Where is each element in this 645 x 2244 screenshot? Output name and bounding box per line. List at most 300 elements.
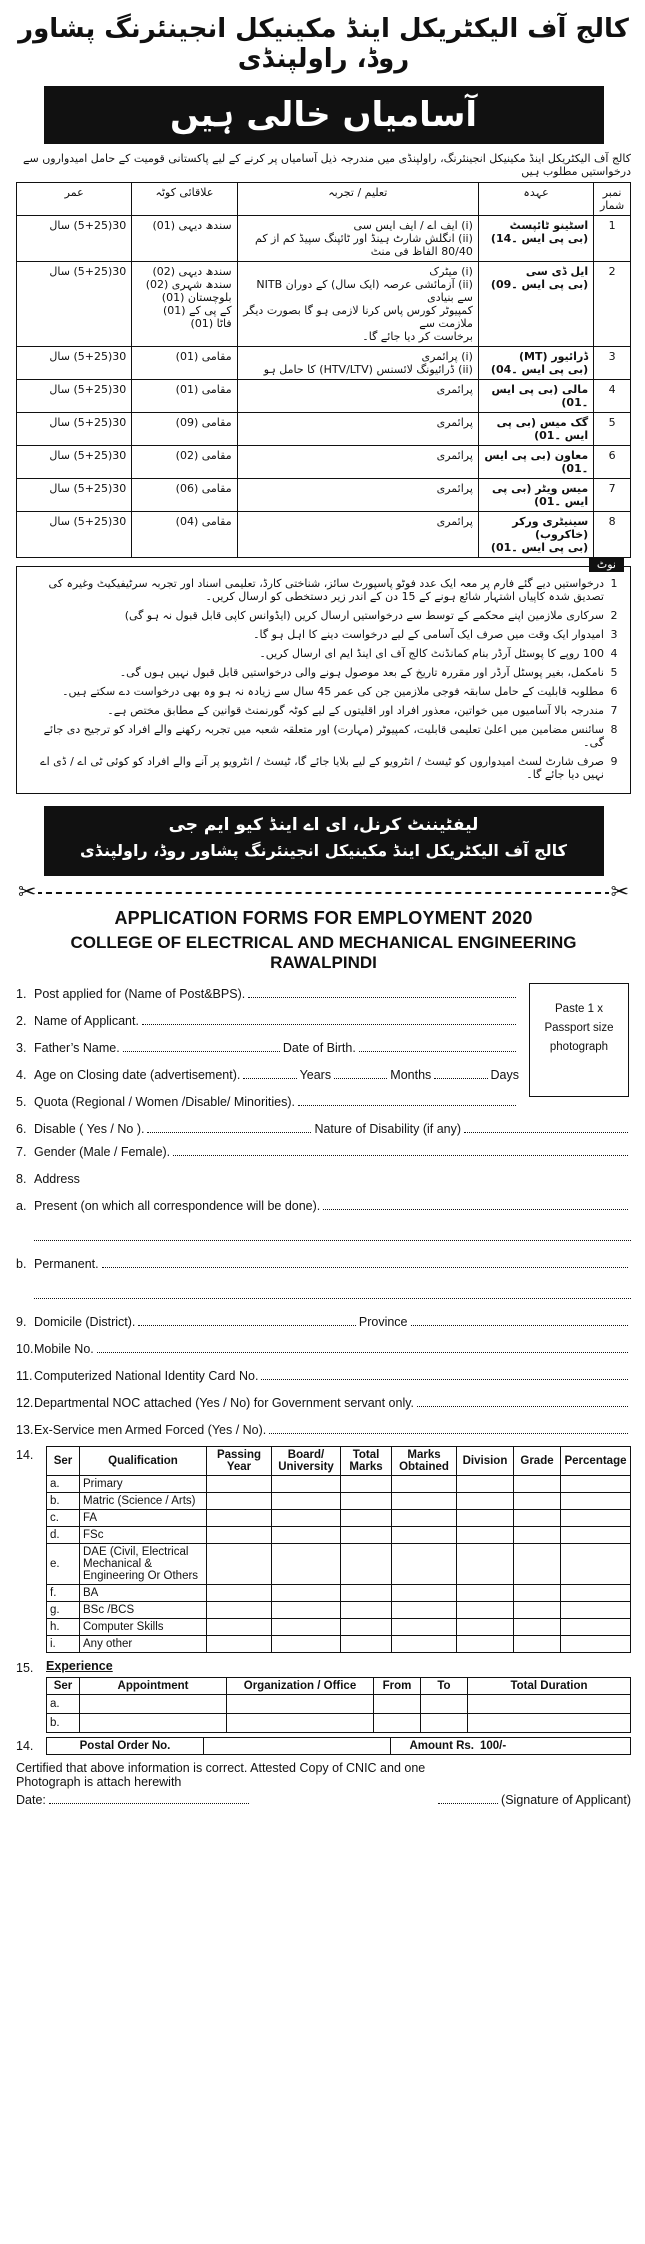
field-label: Permanent. xyxy=(34,1257,99,1271)
post-education xyxy=(237,413,478,446)
post-serial: 6 xyxy=(594,446,631,479)
qualification-name: FSc xyxy=(80,1527,207,1544)
post-row xyxy=(17,262,631,347)
experience-row xyxy=(47,1695,631,1714)
qualification-cell-input[interactable] xyxy=(341,1602,392,1619)
field-number: 13. xyxy=(16,1423,34,1437)
col-header: Organization / Office xyxy=(227,1678,374,1695)
qualification-cell-input[interactable] xyxy=(207,1493,272,1510)
post-quota xyxy=(132,262,237,347)
post-row xyxy=(17,216,631,262)
qualification-cell-input[interactable] xyxy=(207,1510,272,1527)
qualification-cell-input[interactable] xyxy=(514,1585,561,1602)
qualification-cell-input[interactable] xyxy=(392,1527,457,1544)
advertisement-page xyxy=(16,8,631,1807)
form-subtitle: COLLEGE OF ELECTRICAL AND MECHANICAL ENGINEERING RAWALPINDI xyxy=(70,933,577,972)
qualification-ser: f. xyxy=(47,1585,80,1602)
qualification-cell-input[interactable] xyxy=(457,1544,514,1585)
field-number: 1. xyxy=(16,987,27,1001)
permanent-address-line-2[interactable] xyxy=(34,1280,631,1299)
qualification-ser: g. xyxy=(47,1602,80,1619)
field-label: Province xyxy=(358,1315,408,1329)
qualification-cell-input[interactable] xyxy=(514,1619,561,1636)
field-number: 2. xyxy=(16,1014,27,1028)
qualification-cell-input[interactable] xyxy=(207,1602,272,1619)
post-row xyxy=(17,479,631,512)
posts-table-header xyxy=(17,183,631,216)
dob-input[interactable] xyxy=(359,1050,516,1052)
qualification-cell-input[interactable] xyxy=(392,1636,457,1653)
quota-line: بلوچستان (01) xyxy=(161,291,232,304)
field-disability xyxy=(16,1118,631,1136)
signoff-college: کالج آف الیکٹریکل اینڈ مکینیکل انجینئرنگ پشاور روڈ، راولپنڈی xyxy=(80,841,567,860)
qualification-cell-input[interactable] xyxy=(341,1544,392,1585)
scissors-icon: ✂ xyxy=(18,880,37,905)
post-education xyxy=(237,446,478,479)
post-grade: (بی پی ایس ۔04) xyxy=(490,363,589,376)
field-ex-service xyxy=(16,1419,631,1437)
post-name: اسٹینو ٹائپسٹ xyxy=(509,219,589,232)
education-line: (i) میٹرک xyxy=(429,265,473,278)
qualification-cell-input[interactable] xyxy=(561,1544,631,1585)
ex-service-input[interactable] xyxy=(269,1432,628,1434)
qualification-cell-input[interactable] xyxy=(207,1476,272,1493)
post-education xyxy=(237,479,478,512)
permanent-address-input[interactable] xyxy=(102,1266,628,1268)
qualification-body xyxy=(47,1476,631,1653)
experience-cell-input[interactable] xyxy=(468,1714,631,1733)
field-label: Gender (Male / Female). xyxy=(34,1145,171,1159)
qualification-cell-input[interactable] xyxy=(272,1493,341,1510)
col-header: Percentage xyxy=(561,1447,631,1476)
experience-table xyxy=(46,1677,631,1733)
col-header: To xyxy=(421,1678,468,1695)
post-quota xyxy=(132,413,237,446)
note-item xyxy=(23,755,624,781)
header-education: تعلیم / تجربہ xyxy=(237,183,478,216)
age-days-input[interactable] xyxy=(434,1077,487,1079)
qualification-row xyxy=(47,1585,631,1602)
present-address-input[interactable] xyxy=(323,1208,628,1210)
experience-cell-input[interactable] xyxy=(227,1714,374,1733)
present-address-line-2[interactable] xyxy=(34,1222,631,1241)
experience-ser: a. xyxy=(47,1695,80,1714)
post-row xyxy=(17,413,631,446)
photo-box-line: Paste 1 x xyxy=(555,1003,603,1015)
qualification-cell-input[interactable] xyxy=(561,1527,631,1544)
post-age: 30(5+25) سال xyxy=(17,446,132,479)
experience-header xyxy=(47,1678,631,1695)
post-name: ڈرائیور (MT) xyxy=(518,350,589,363)
intro-text: کالج آف الیکٹریکل اینڈ مکینیکل انجینئرنگ، راولپنڈی میں مندرجہ ذیل آسامیاں پر کرنے کے لیے پاکستانی قومیت کے حامل امیدواروں سے درخواستیں مطلوب ہیں xyxy=(23,152,631,178)
col-header: Marks Obtained xyxy=(392,1447,457,1476)
signature-input[interactable] xyxy=(438,1802,498,1804)
postal-order-table xyxy=(46,1737,631,1755)
notes-tag: نوٹ xyxy=(589,557,624,572)
qualification-cell-input[interactable] xyxy=(514,1602,561,1619)
post-age: 30(5+25) سال xyxy=(17,413,132,446)
post-age: 30(5+25) سال xyxy=(17,262,132,347)
col-header: Qualification xyxy=(80,1447,207,1476)
field-father-dob xyxy=(16,1037,519,1055)
signoff-block xyxy=(44,806,604,876)
field-number: 11. xyxy=(16,1369,33,1383)
header-serial: نمبر شمار xyxy=(594,183,631,216)
quota-line: کے پی کے (01) xyxy=(162,304,232,317)
field-cnic xyxy=(16,1365,631,1383)
applicant-name-input[interactable] xyxy=(142,1023,516,1025)
qualification-cell-input[interactable] xyxy=(272,1602,341,1619)
field-number: 4. xyxy=(16,1068,27,1082)
post-serial: 8 xyxy=(594,512,631,558)
field-label: Date of Birth. xyxy=(282,1041,356,1055)
field-label: Computerized National Identity Card No. xyxy=(34,1369,259,1383)
qualification-cell-input[interactable] xyxy=(392,1602,457,1619)
qualification-name: DAE (Civil, Electrical Mechanical & Engineering Or Others xyxy=(80,1544,207,1585)
experience-label: Experience xyxy=(46,1659,113,1673)
post-quota xyxy=(132,512,237,558)
post-serial: 4 xyxy=(594,380,631,413)
domicile-input[interactable] xyxy=(138,1324,355,1326)
qualification-cell-input[interactable] xyxy=(561,1636,631,1653)
experience-row xyxy=(47,1714,631,1733)
post-quota xyxy=(132,216,237,262)
qualification-section xyxy=(16,1446,631,1653)
post-serial: 5 xyxy=(594,413,631,446)
experience-cell-input[interactable] xyxy=(421,1714,468,1733)
header-age: عمر xyxy=(17,183,132,216)
education-line: (ii) آزمائشی عرصہ (ایک سال) کے دوران NITB سے بنیادی xyxy=(256,278,473,304)
qualification-cell-input[interactable] xyxy=(561,1602,631,1619)
field-label: Domicile (District). xyxy=(34,1315,136,1329)
qualification-cell-input[interactable] xyxy=(457,1585,514,1602)
qualification-ser: e. xyxy=(47,1544,80,1585)
note-text: نامکمل، بغیر پوسٹل آرڈر اور مقررہ تاریخ کے بعد موصول ہونے والی درخواستیں قابل قبول نہیں ہوں گی۔ xyxy=(119,666,604,679)
qualification-name: Computer Skills xyxy=(80,1619,207,1636)
field-address xyxy=(16,1168,631,1186)
note-item xyxy=(23,647,624,660)
post-grade: (بی پی ایس ۔14) xyxy=(490,232,589,245)
post-age: 30(5+25) سال xyxy=(17,347,132,380)
qualification-cell-input[interactable] xyxy=(207,1619,272,1636)
qualification-cell-input[interactable] xyxy=(457,1510,514,1527)
qualification-row xyxy=(47,1619,631,1636)
quota-line: مقامی (04) xyxy=(175,515,232,528)
qualification-cell-input[interactable] xyxy=(561,1476,631,1493)
qualification-cell-input[interactable] xyxy=(392,1585,457,1602)
qualification-cell-input[interactable] xyxy=(272,1636,341,1653)
education-line: پرائمری xyxy=(436,482,473,495)
qualification-cell-input[interactable] xyxy=(561,1493,631,1510)
qualification-row xyxy=(47,1510,631,1527)
qualification-cell-input[interactable] xyxy=(207,1544,272,1585)
note-text: سائنس مضامین میں اعلیٰ تعلیمی قابلیت، کمپیوٹر (مہارت) اور متعلقہ شعبہ میں تجربہ رکھنے والے افراد کو ترجیح دی جائے گی۔ xyxy=(43,723,604,749)
post-education xyxy=(237,512,478,558)
field-number: 10. xyxy=(16,1342,34,1356)
field-noc xyxy=(16,1392,631,1410)
field-label: Father’s Name. xyxy=(34,1041,120,1055)
experience-cell-input[interactable] xyxy=(468,1695,631,1714)
experience-cell-input[interactable] xyxy=(374,1695,421,1714)
field-age xyxy=(16,1064,519,1082)
qualification-ser: d. xyxy=(47,1527,80,1544)
qualification-cell-input[interactable] xyxy=(457,1602,514,1619)
certification xyxy=(16,1761,631,1807)
experience-ser: b. xyxy=(47,1714,80,1733)
note-item xyxy=(23,723,624,749)
qualification-ser: b. xyxy=(47,1493,80,1510)
photo-box-line: Passport size xyxy=(544,1022,614,1034)
education-line: (ii) انگلش شارٹ ہینڈ اور ٹائپنگ سپیڈ کم از کم 80/40 الفاظ فی منٹ xyxy=(255,232,473,258)
post-age: 30(5+25) سال xyxy=(17,216,132,262)
qualification-cell-input[interactable] xyxy=(561,1510,631,1527)
post-row xyxy=(17,446,631,479)
qualification-name: FA xyxy=(80,1510,207,1527)
qualification-ser: h. xyxy=(47,1619,80,1636)
post-age: 30(5+25) سال xyxy=(17,380,132,413)
age-months-input[interactable] xyxy=(334,1077,387,1079)
qualification-cell-input[interactable] xyxy=(514,1510,561,1527)
posts-table-body xyxy=(17,216,631,558)
signature-label: (Signature of Applicant) xyxy=(501,1793,631,1807)
qualification-header xyxy=(47,1447,631,1476)
post-title xyxy=(478,380,593,413)
note-number: 1 xyxy=(610,577,618,590)
note-text: سرکاری ملازمین اپنے محکمے کے توسط سے درخواستیں ارسال کریں (ایڈوانس کاپی قابل قبول نہ ہو گی) xyxy=(124,609,604,622)
section-number: 14. xyxy=(16,1739,34,1753)
noc-input[interactable] xyxy=(417,1405,628,1407)
qualification-cell-input[interactable] xyxy=(341,1636,392,1653)
quota-line: مقامی (01) xyxy=(175,350,232,363)
col-header: Division xyxy=(457,1447,514,1476)
province-input[interactable] xyxy=(411,1324,628,1326)
qualification-cell-input[interactable] xyxy=(207,1636,272,1653)
post-quota xyxy=(132,479,237,512)
field-number: 6. xyxy=(16,1122,27,1136)
education-line: پرائمری xyxy=(436,416,473,429)
field-number: 5. xyxy=(16,1095,27,1109)
field-number: 3. xyxy=(16,1041,27,1055)
field-label: Mobile No. xyxy=(34,1342,94,1356)
field-label: Departmental NOC attached (Yes / No) for Government servant only. xyxy=(34,1396,415,1410)
education-line: (i) ایف اے / ایف ایس سی xyxy=(353,219,473,232)
experience-cell-input[interactable] xyxy=(80,1695,227,1714)
cut-line xyxy=(16,880,631,905)
qualification-name: BSc /BCS xyxy=(80,1602,207,1619)
post-applied-input[interactable] xyxy=(248,996,516,998)
field-number: 8. xyxy=(16,1172,27,1186)
post-serial: 2 xyxy=(594,262,631,347)
qualification-cell-input[interactable] xyxy=(457,1527,514,1544)
qualification-cell-input[interactable] xyxy=(457,1493,514,1510)
note-item xyxy=(23,609,624,622)
field-label: Post applied for (Name of Post&BPS). xyxy=(34,987,246,1001)
qualification-cell-input[interactable] xyxy=(514,1636,561,1653)
qualification-name: Any other xyxy=(80,1636,207,1653)
post-serial: 7 xyxy=(594,479,631,512)
quota-input[interactable] xyxy=(298,1104,516,1106)
qualification-row xyxy=(47,1544,631,1585)
col-header: Ser xyxy=(47,1678,80,1695)
col-header: Board/ University xyxy=(272,1447,341,1476)
qualification-cell-input[interactable] xyxy=(341,1527,392,1544)
college-title-urdu: کالج آف الیکٹریکل اینڈ مکینیکل انجینئرنگ پشاور روڈ، راولپنڈی xyxy=(18,14,629,74)
qualification-cell-input[interactable] xyxy=(457,1636,514,1653)
section-number: 15. xyxy=(16,1661,34,1675)
note-number: 3 xyxy=(610,628,618,641)
field-domicile xyxy=(16,1311,631,1329)
post-name: گک میس (بی پی ایس ۔01) xyxy=(496,416,589,442)
qualification-cell-input[interactable] xyxy=(341,1585,392,1602)
education-line: پرائمری xyxy=(436,383,473,396)
col-header: Ser xyxy=(47,1447,80,1476)
field-number: a. xyxy=(16,1199,27,1213)
experience-cell-input[interactable] xyxy=(227,1695,374,1714)
qualification-row xyxy=(47,1493,631,1510)
field-number: 9. xyxy=(16,1315,27,1329)
post-title xyxy=(478,512,593,558)
post-serial: 3 xyxy=(594,347,631,380)
note-text: امیدوار ایک وقت میں صرف ایک آسامی کے لیے درخواست دینے کا اہل ہو گا۔ xyxy=(253,628,604,641)
note-text: درخواستیں دیے گئے فارم پر معہ ایک عدد فوٹو پاسپورٹ سائز، شناختی کارڈ، تعلیمی اسناد اور تجربہ سرٹیفیکیٹ وغیرہ کی تصدیق شدہ کاپیاں اشتہار شائع ہونے کے 15 دن کے اندر زیر دستخطی کو ارسال کریں۔ xyxy=(48,577,604,603)
qualification-cell-input[interactable] xyxy=(392,1510,457,1527)
date-label: Date: xyxy=(16,1793,46,1807)
gender-input[interactable] xyxy=(173,1154,628,1156)
note-text: مندرجہ بالا آسامیوں میں خواتین، معذور افراد اور اقلیتوں کے لیے کوٹہ گورنمنٹ قوانین کے مطابق مختص ہے۔ xyxy=(107,704,604,717)
field-number: 12. xyxy=(16,1396,34,1410)
signoff-rank: لیفٹیننٹ کرنل، ای اے اینڈ کیو ایم جی xyxy=(168,815,479,835)
qualification-name: Primary xyxy=(80,1476,207,1493)
quota-line: مقامی (01) xyxy=(175,383,232,396)
qualification-cell-input[interactable] xyxy=(392,1476,457,1493)
field-label: Years xyxy=(299,1068,332,1082)
disable-input[interactable] xyxy=(147,1131,311,1133)
education-line: (i) پرائمری xyxy=(421,350,473,363)
age-years-input[interactable] xyxy=(243,1077,296,1079)
qualification-cell-input[interactable] xyxy=(341,1510,392,1527)
qualification-cell-input[interactable] xyxy=(457,1476,514,1493)
experience-cell-input[interactable] xyxy=(421,1695,468,1714)
amount-value: 100/- xyxy=(477,1738,631,1755)
post-name: معاون (بی پی ایس ۔01) xyxy=(484,449,589,475)
qualification-cell-input[interactable] xyxy=(514,1493,561,1510)
qualification-row xyxy=(47,1527,631,1544)
father-name-input[interactable] xyxy=(123,1050,280,1052)
field-label: Address xyxy=(34,1172,80,1186)
qualification-cell-input[interactable] xyxy=(272,1544,341,1585)
education-line: برخاست کر دیا جائے گا۔ xyxy=(362,330,473,343)
post-title xyxy=(478,262,593,347)
post-name: سینیٹری ورکر (خاکروب) xyxy=(512,515,589,541)
quota-line: سندھ دیہی (01) xyxy=(152,219,232,232)
qualification-cell-input[interactable] xyxy=(272,1527,341,1544)
col-header: Grade xyxy=(514,1447,561,1476)
posts-table xyxy=(16,182,631,558)
qualification-cell-input[interactable] xyxy=(457,1619,514,1636)
qualification-cell-input[interactable] xyxy=(561,1619,631,1636)
experience-cell-input[interactable] xyxy=(374,1714,421,1733)
post-quota xyxy=(132,446,237,479)
qualification-cell-input[interactable] xyxy=(392,1493,457,1510)
scissors-icon: ✂ xyxy=(610,880,629,905)
field-post-applied xyxy=(16,983,519,1001)
note-number: 4 xyxy=(610,647,618,660)
field-applicant-name xyxy=(16,1010,519,1028)
qualification-ser: i. xyxy=(47,1636,80,1653)
qualification-cell-input[interactable] xyxy=(272,1476,341,1493)
qualification-cell-input[interactable] xyxy=(514,1544,561,1585)
date-input[interactable] xyxy=(49,1802,249,1804)
field-label: Present (on which all correspondence will be done). xyxy=(34,1199,321,1213)
qualification-name: Matric (Science / Arts) xyxy=(80,1493,207,1510)
post-education xyxy=(237,262,478,347)
qualification-cell-input[interactable] xyxy=(341,1493,392,1510)
qualification-cell-input[interactable] xyxy=(514,1527,561,1544)
post-row xyxy=(17,380,631,413)
vacancies-banner: آسامیاں خالی ہیں xyxy=(44,86,604,144)
disability-nature-input[interactable] xyxy=(464,1131,628,1133)
note-text: 100 روپے کا پوسٹل آرڈر بنام کمانڈنٹ کالج آف ای اینڈ ایم ای ارسال کریں۔ xyxy=(259,647,604,660)
post-name: مالی (بی پی ایس ۔01) xyxy=(491,383,589,409)
qualification-cell-input[interactable] xyxy=(392,1619,457,1636)
qualification-cell-input[interactable] xyxy=(341,1476,392,1493)
note-number: 8 xyxy=(610,723,618,736)
col-header: From xyxy=(374,1678,421,1695)
field-mobile xyxy=(16,1338,631,1356)
education-line: کمپیوٹر کورس پاس کرنا لازمی ہو گا بصورت دیگر ملازمت سے xyxy=(243,304,473,330)
post-title xyxy=(478,216,593,262)
quota-line: مقامی (06) xyxy=(175,482,232,495)
post-age: 30(5+25) سال xyxy=(17,479,132,512)
postal-order-input[interactable] xyxy=(204,1738,391,1755)
post-title xyxy=(478,446,593,479)
quota-line: مقامی (02) xyxy=(175,449,232,462)
field-label: Days xyxy=(490,1068,519,1082)
postal-order-label: Postal Order No. xyxy=(47,1738,204,1755)
note-text: مطلوبہ قابلیت کے حامل سابقہ فوجی ملازمین جن کی عمر 45 سال سے زیادہ نہ ہو وہ بھی درخواست دے سکتے ہیں۔ xyxy=(62,685,604,698)
cnic-input[interactable] xyxy=(261,1378,628,1380)
col-header: Passing Year xyxy=(207,1447,272,1476)
mobile-input[interactable] xyxy=(97,1351,628,1353)
qualification-cell-input[interactable] xyxy=(272,1510,341,1527)
qualification-cell-input[interactable] xyxy=(341,1619,392,1636)
qualification-cell-input[interactable] xyxy=(207,1527,272,1544)
note-number: 6 xyxy=(610,685,618,698)
qualification-cell-input[interactable] xyxy=(561,1585,631,1602)
qualification-cell-input[interactable] xyxy=(272,1619,341,1636)
education-line: پرائمری xyxy=(436,515,473,528)
experience-cell-input[interactable] xyxy=(80,1714,227,1733)
header-post: عہدہ xyxy=(478,183,593,216)
quota-line: سندھ دیہی (02) xyxy=(152,265,232,278)
post-age: 30(5+25) سال xyxy=(17,512,132,558)
qualification-cell-input[interactable] xyxy=(514,1476,561,1493)
post-quota xyxy=(132,347,237,380)
education-line: پرائمری xyxy=(436,449,473,462)
post-grade: (بی پی ایس ۔09) xyxy=(490,278,589,291)
qualification-cell-input[interactable] xyxy=(207,1585,272,1602)
note-item xyxy=(23,628,624,641)
experience-body xyxy=(47,1695,631,1733)
post-education xyxy=(237,380,478,413)
quota-line: سندھ شہری (02) xyxy=(145,278,232,291)
field-quota xyxy=(16,1091,519,1109)
qualification-cell-input[interactable] xyxy=(272,1585,341,1602)
post-serial: 1 xyxy=(594,216,631,262)
note-item xyxy=(23,685,624,698)
qualification-cell-input[interactable] xyxy=(392,1544,457,1585)
field-number: 7. xyxy=(16,1145,27,1159)
